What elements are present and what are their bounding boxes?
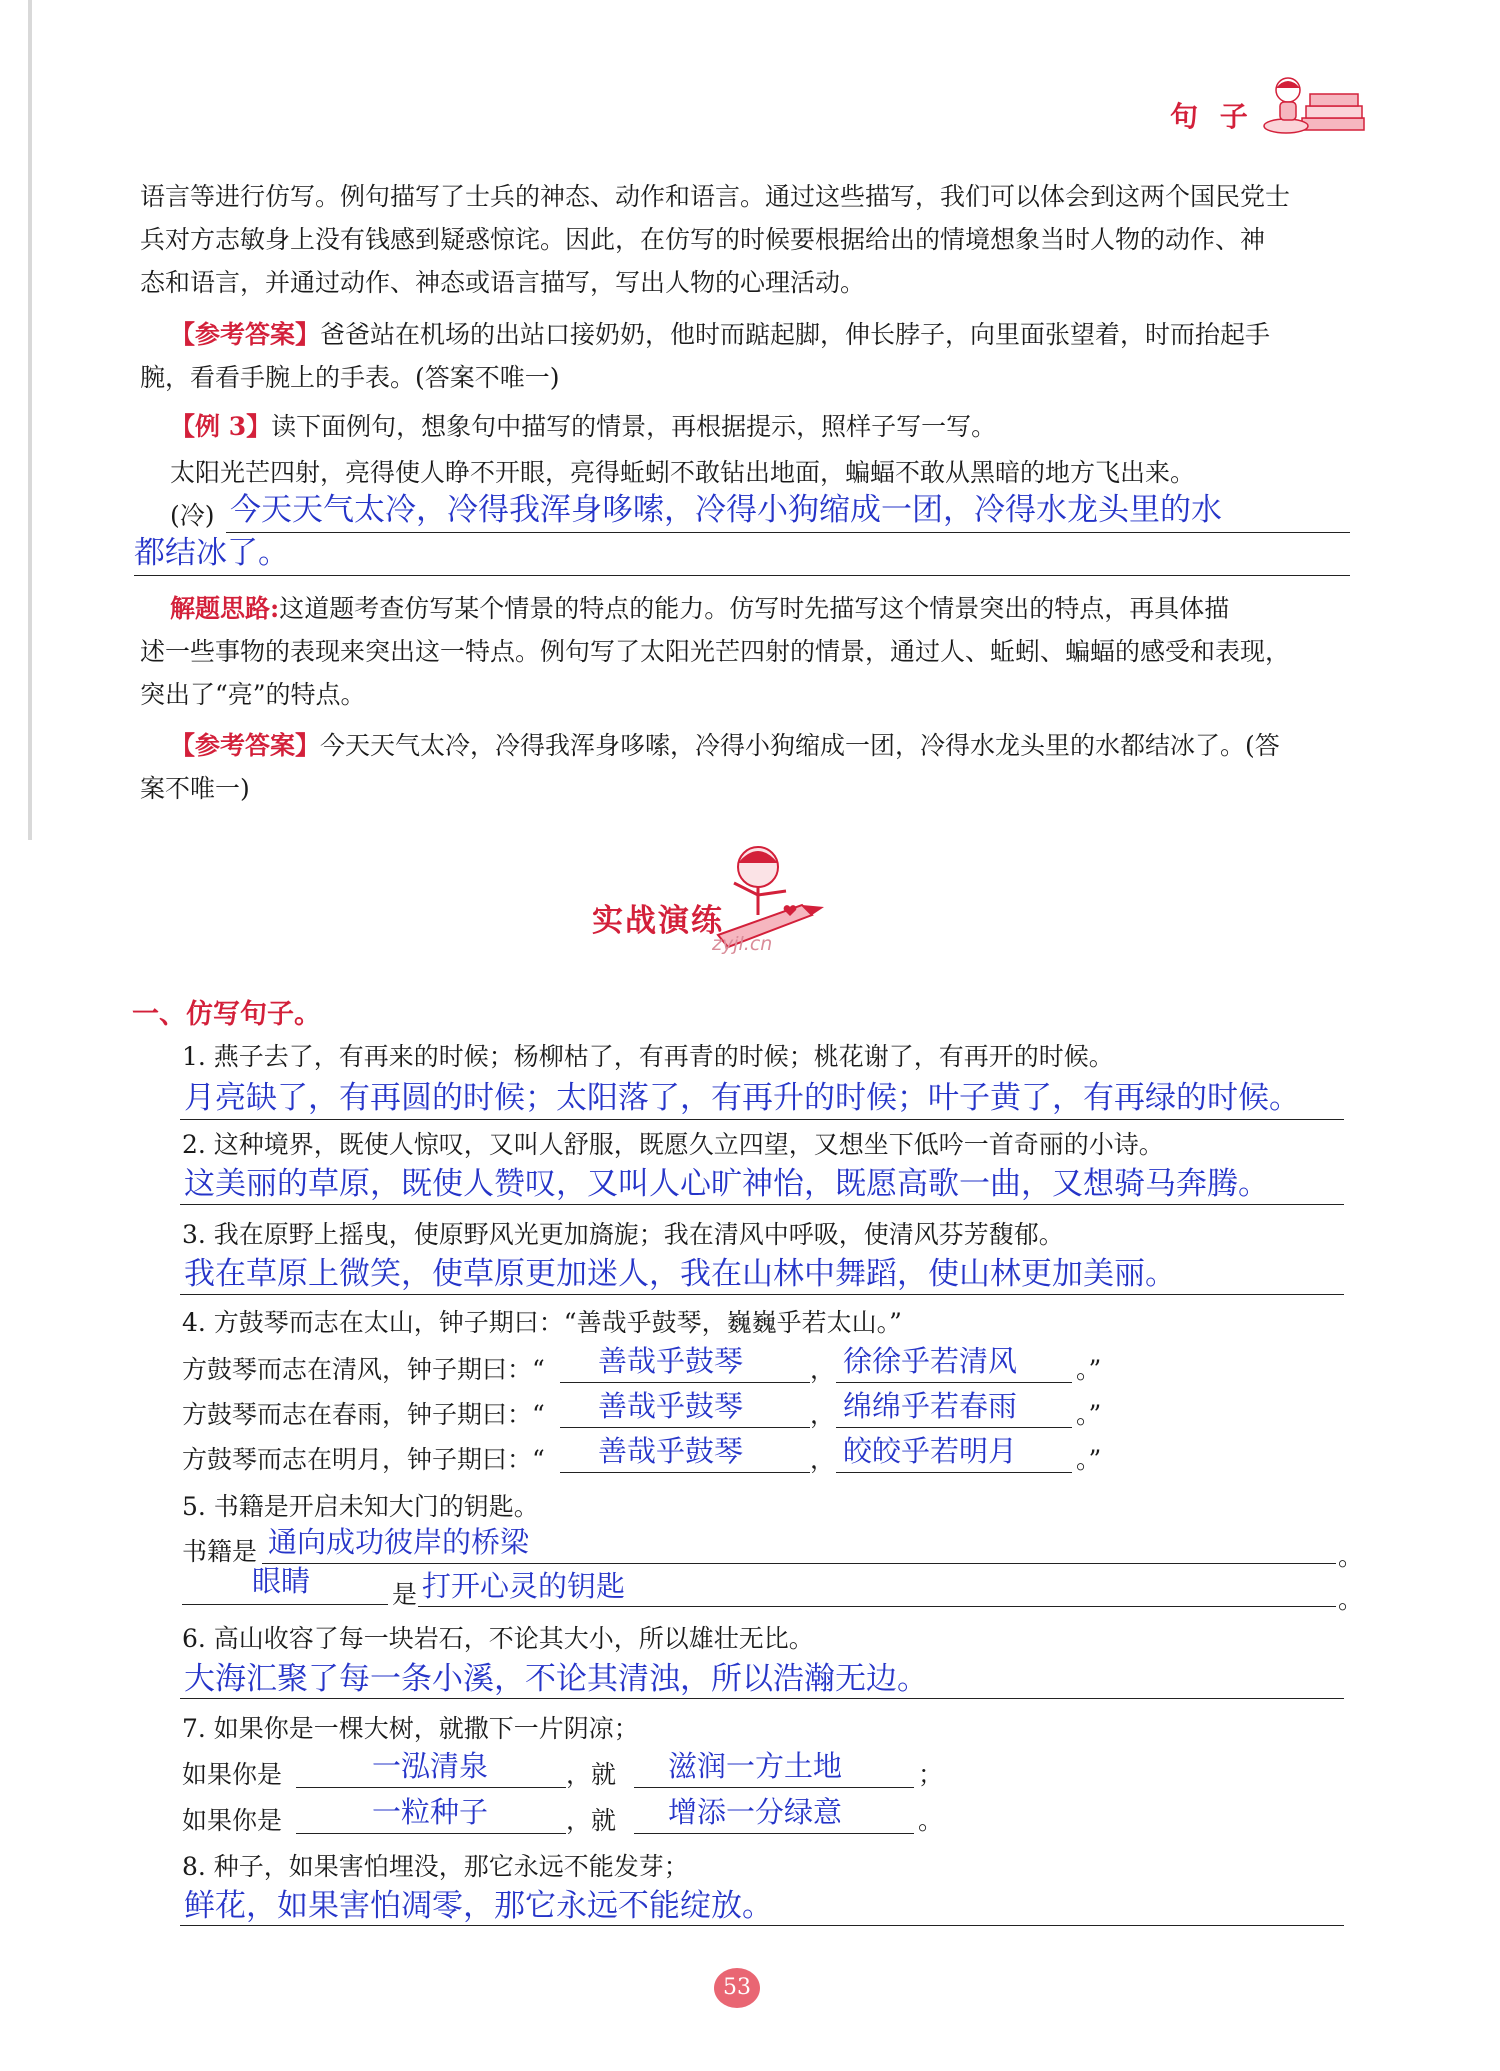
- reference-answer-1-cont: 腕，看看手腕上的手表。(答案不唯一): [140, 363, 560, 392]
- answer-underline: [180, 1698, 1344, 1699]
- question-7: 7. 如果你是一棵大树，就撒下一片阴凉；: [182, 1714, 639, 1743]
- question-5-handwritten-answer-2a: 眼睛: [252, 1564, 311, 1598]
- question-4-row-answer-a: 善哉乎鼓琴: [598, 1344, 744, 1378]
- answer-underline: [634, 1787, 914, 1788]
- reference-answer-1: [170, 318, 1270, 352]
- answer-underline: [560, 1427, 810, 1428]
- question-4-row-end: 。”: [1076, 1400, 1102, 1429]
- answer-underline: [262, 1563, 1336, 1564]
- reference-answer-text: 爸爸站在机场的出站口接奶奶，他时而踮起脚，伸长脖子，向里面张望着，时而抬起手: [320, 320, 1271, 349]
- question-6-handwritten-answer: 大海汇聚了每一条小溪，不论其清浊，所以浩瀚无边。: [184, 1661, 928, 1697]
- answer-underline: [560, 1382, 810, 1383]
- solution-thinking-cont: 突出了“亮”的特点。: [140, 680, 366, 709]
- question-4-row-answer-a: 善哉乎鼓琴: [598, 1389, 744, 1423]
- question-5-end: 。: [1338, 1542, 1364, 1571]
- page-margin-line: [28, 0, 32, 840]
- answer-underline: [634, 1833, 914, 1834]
- answer-underline: [296, 1787, 566, 1788]
- example-3-sentence: 太阳光芒四射，亮得使人睁不开眼，亮得蚯蚓不敢钻出地面，蝙蝠不敢从黑暗的地方飞出来。: [170, 458, 1196, 487]
- example-3-instruction: 读下面例句，想象句中描写的情景，再根据提示，照样子写一写。: [271, 412, 997, 441]
- question-7-row-end: ；: [918, 1760, 944, 1789]
- section-title: 一、仿写句子。: [132, 999, 321, 1030]
- answer-underline: [180, 1204, 1344, 1205]
- reference-answer-label: 【参考答案】: [170, 731, 321, 760]
- question-3: 3. 我在原野上摇曳，使原野风光更加旖旎；我在清风中呼吸，使清风芬芳馥郁。: [182, 1220, 1064, 1249]
- question-2: 2. 这种境界，既使人惊叹，又叫人舒服，既愿久立四望，又想坐下低吟一首奇丽的小诗。: [182, 1130, 1164, 1159]
- answer-underline: [182, 1604, 388, 1605]
- explanation-line: 语言等进行仿写。例句描写了士兵的神态、动作和语言。通过这些描写，我们可以体会到这两个国民党士: [140, 182, 1291, 211]
- question-4-row-prefix: 方鼓琴而志在清风，钟子期曰：“: [182, 1355, 545, 1384]
- answer-underline: [418, 1606, 1336, 1607]
- example-3-label: 【例 3】: [170, 412, 272, 441]
- example-3-prompt: (冷): [170, 501, 215, 530]
- answer-underline: [560, 1472, 810, 1473]
- example-3-handwritten-answer-line1: 今天天气太冷，冷得我浑身哆嗦，冷得小狗缩成一团，冷得水龙头里的水: [230, 492, 1222, 528]
- question-5-end: 。: [1338, 1585, 1364, 1614]
- question-4-row-answer-a: 善哉乎鼓琴: [598, 1434, 744, 1468]
- answer-underline: [296, 1833, 566, 1834]
- solution-thinking: [170, 592, 1229, 626]
- question-1: 1. 燕子去了，有再来的时候；杨柳枯了，有再青的时候；桃花谢了，有再开的时候。: [182, 1042, 1114, 1071]
- watermark-text: zyjl.cn: [712, 933, 773, 955]
- example-3-handwritten-answer-line2: 都结冰了。: [134, 535, 289, 571]
- example-3-heading: [170, 410, 996, 444]
- header-title: 句 子: [1170, 100, 1254, 133]
- question-5-mid: 是: [392, 1580, 418, 1609]
- question-7-row-prefix: 如果你是: [182, 1806, 283, 1835]
- question-3-handwritten-answer: 我在草原上微笑，使草原更加迷人，我在山林中舞蹈，使山林更加美丽。: [184, 1256, 1176, 1292]
- explanation-line: 兵对方志敏身上没有钱感到疑惑惊诧。因此，在仿写的时候要根据给出的情境想象当时人物的动作、神: [140, 225, 1266, 254]
- answer-underline: [836, 1427, 1072, 1428]
- question-4-row-prefix: 方鼓琴而志在明月，钟子期曰：“: [182, 1445, 545, 1474]
- solution-thinking-label: 解题思路:: [170, 594, 280, 623]
- question-7-row-mid: ，就: [566, 1806, 617, 1835]
- answer-underline: [836, 1472, 1072, 1473]
- question-5-handwritten-answer-1: 通向成功彼岸的桥梁: [268, 1525, 530, 1559]
- answer-underline: [226, 532, 1350, 533]
- question-4-row-sep: ，: [810, 1445, 836, 1474]
- question-4-row-sep: ，: [810, 1355, 836, 1384]
- question-5-handwritten-answer-2b: 打开心灵的钥匙: [422, 1569, 626, 1603]
- page-number: 53: [723, 1975, 751, 2000]
- reading-girl-icon: [1262, 70, 1372, 145]
- question-8-handwritten-answer: 鲜花，如果害怕凋零，那它永远不能绽放。: [184, 1888, 773, 1924]
- explanation-line: 态和语言，并通过动作、神态或语言描写，写出人物的心理活动。: [140, 268, 866, 297]
- reference-answer-2-cont: 案不唯一): [140, 774, 250, 803]
- question-4-row-end: 。”: [1076, 1445, 1102, 1474]
- answer-underline: [134, 575, 1350, 576]
- question-4-row-prefix: 方鼓琴而志在春雨，钟子期曰：“: [182, 1400, 545, 1429]
- question-7-row-end: 。: [918, 1806, 944, 1835]
- solution-thinking-cont: 述一些事物的表现来突出这一特点。例句写了太阳光芒四射的情景，通过人、蚯蚓、蝙蝠的感受和表现，: [140, 637, 1291, 666]
- question-4-row-answer-b: 皎皎乎若明月: [843, 1434, 1018, 1468]
- question-7-row-prefix: 如果你是: [182, 1760, 283, 1789]
- answer-underline: [180, 1925, 1344, 1926]
- question-5: 5. 书籍是开启未知大门的钥匙。: [182, 1492, 539, 1521]
- question-7-row-answer-a: 一泓清泉: [372, 1749, 489, 1783]
- question-5-prefix: 书籍是: [182, 1537, 258, 1566]
- answer-underline: [180, 1119, 1344, 1120]
- question-7-row-answer-a: 一粒种子: [372, 1795, 489, 1829]
- question-4: 4. 方鼓琴而志在太山，钟子期曰：“善哉乎鼓琴，巍巍乎若太山。”: [182, 1308, 902, 1337]
- question-7-row-answer-b: 增添一分绿意: [668, 1795, 843, 1829]
- answer-underline: [836, 1382, 1072, 1383]
- answer-underline: [180, 1294, 1344, 1295]
- question-7-row-mid: ，就: [566, 1760, 617, 1789]
- question-7-row-answer-b: 滋润一方土地: [668, 1749, 843, 1783]
- practice-banner-title: 实战演练: [592, 903, 724, 939]
- question-4-row-sep: ，: [810, 1400, 836, 1429]
- question-8: 8. 种子，如果害怕埋没，那它永远不能发芽；: [182, 1852, 689, 1881]
- question-2-handwritten-answer: 这美丽的草原，既使人赞叹，又叫人心旷神怡，既愿高歌一曲，又想骑马奔腾。: [184, 1166, 1269, 1202]
- question-6: 6. 高山收容了每一块岩石，不论其大小，所以雄壮无比。: [182, 1624, 814, 1653]
- question-4-row-answer-b: 徐徐乎若清风: [843, 1344, 1018, 1378]
- reference-answer-text: 今天天气太冷，冷得我浑身哆嗦，冷得小狗缩成一团，冷得水龙头里的水都结冰了。(答: [320, 731, 1280, 760]
- reference-answer-2: [170, 729, 1280, 763]
- solution-thinking-text: 这道题考查仿写某个情景的特点的能力。仿写时先描写这个情景突出的特点，再具体描: [279, 594, 1230, 623]
- question-4-row-answer-b: 绵绵乎若春雨: [843, 1389, 1018, 1423]
- question-1-handwritten-answer: 月亮缺了，有再圆的时候；太阳落了，有再升的时候；叶子黄了，有再绿的时候。: [184, 1080, 1300, 1116]
- heart-icon: [783, 905, 797, 917]
- reference-answer-label: 【参考答案】: [170, 320, 321, 349]
- question-4-row-end: 。”: [1076, 1355, 1102, 1384]
